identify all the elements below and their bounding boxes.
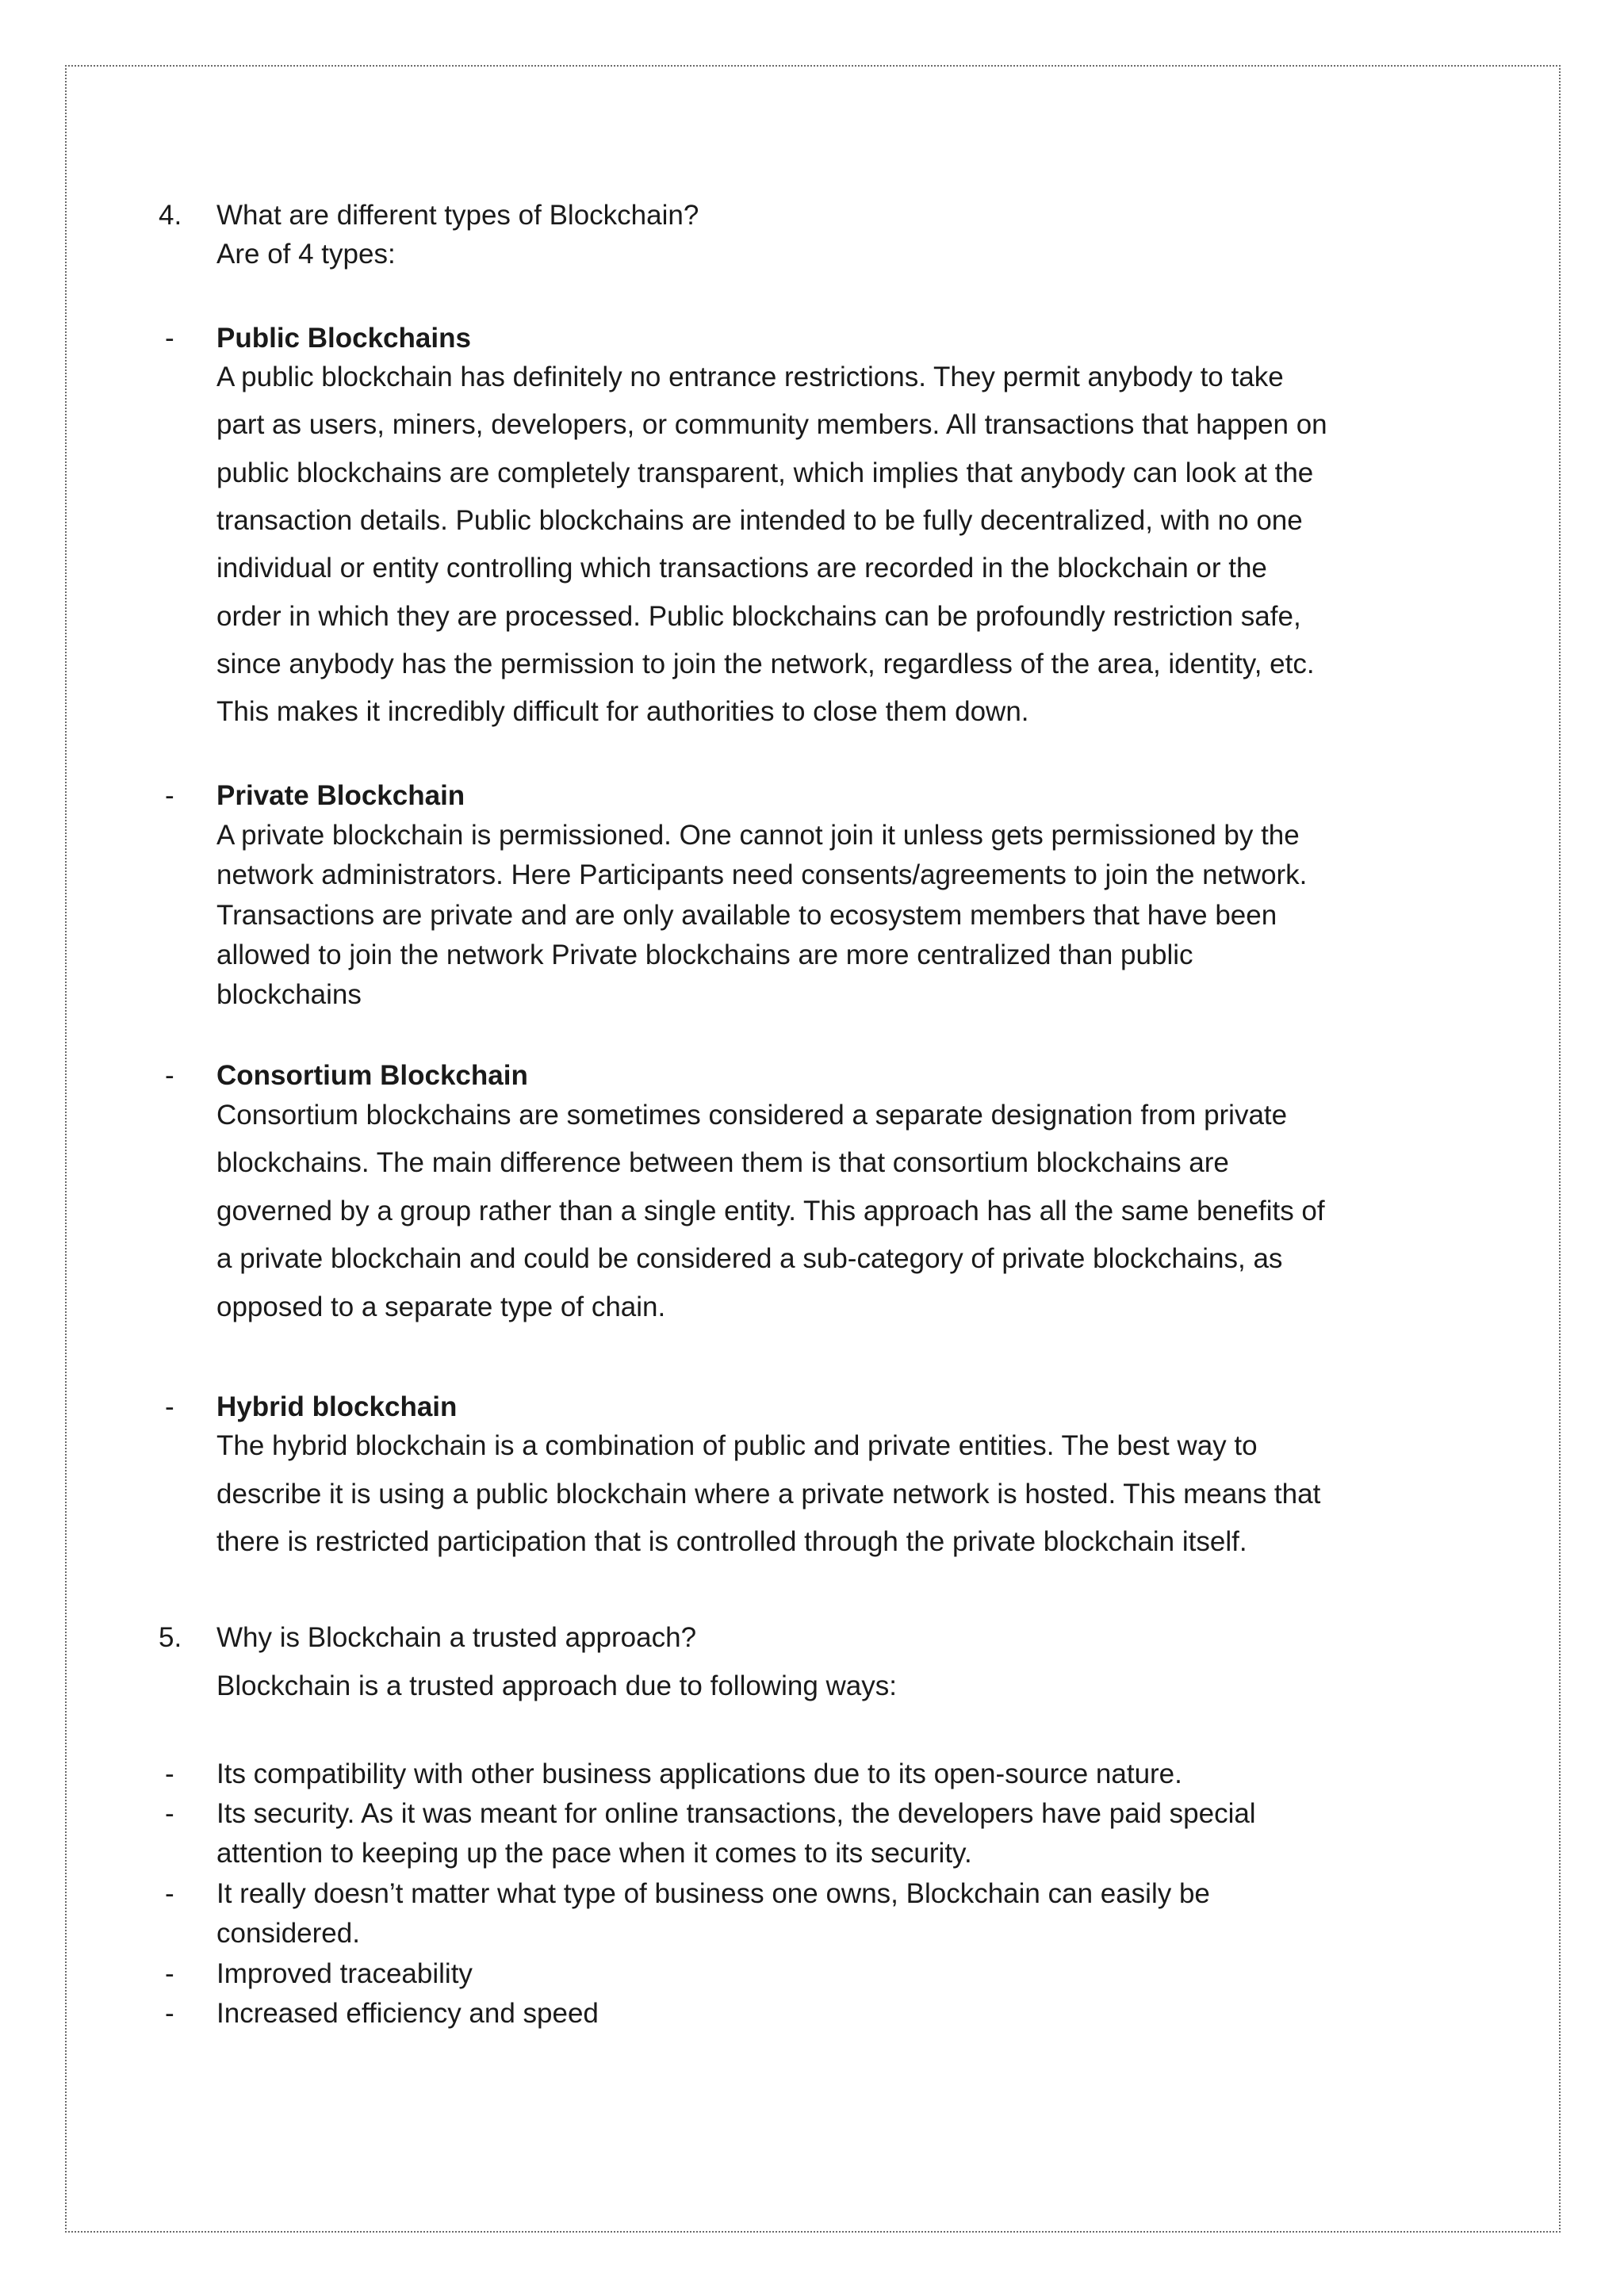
public-line: public blockchains are completely transparent, which implies that anybody can look at the [216, 457, 1314, 488]
private-line: allowed to join the network Private blockchains are more centralized than public [216, 939, 1193, 970]
public-line: individual or entity controlling which transactions are recorded in the blockchain or the [216, 553, 1267, 584]
private-line: network administrators. Here Participants need consents/agreements to join the network. [216, 859, 1308, 890]
private-bullet: - [165, 780, 174, 811]
trust-item-bullet: - [165, 1798, 174, 1829]
public-line: since anybody has the permission to join the network, regardless of the area, identity, etc. [216, 649, 1315, 679]
trust-item: Increased efficiency and speed [216, 1998, 599, 2029]
hybrid-heading: Hybrid blockchain [216, 1391, 458, 1422]
hybrid-line: there is restricted participation that is controlled through the private blockchain itself. [216, 1526, 1247, 1557]
private-heading: Private Blockchain [216, 780, 465, 811]
public-heading: Public Blockchains [216, 323, 471, 354]
public-bullet: - [165, 323, 174, 354]
public-line: part as users, miners, developers, or community members. All transactions that happen on [216, 409, 1327, 440]
trust-item-continued: attention to keeping up the pace when it comes to its security. [216, 1838, 972, 1869]
public-line: order in which they are processed. Public blockchains can be profoundly restriction safe, [216, 601, 1301, 632]
trust-item: It really doesn’t matter what type of business one owns, Blockchain can easily be [216, 1878, 1210, 1909]
hybrid-line: describe it is using a public blockchain where a private network is hosted. This means that [216, 1479, 1321, 1510]
hybrid-bullet: - [165, 1391, 174, 1422]
consortium-line: blockchains. The main difference between them is that consortium blockchains are [216, 1147, 1229, 1178]
question-5-number: 5. [159, 1622, 182, 1653]
trust-item-bullet: - [165, 1998, 174, 2029]
public-line: This makes it incredibly difficult for authorities to close them down. [216, 696, 1029, 727]
question-4-number: 4. [159, 200, 182, 231]
trust-item-bullet: - [165, 1958, 174, 1989]
question-5-title: Why is Blockchain a trusted approach? [216, 1622, 697, 1653]
private-line: A private blockchain is permissioned. One cannot join it unless gets permissioned by the [216, 820, 1300, 851]
trust-item: Its security. As it was meant for online transactions, the developers have paid special [216, 1798, 1256, 1829]
consortium-heading: Consortium Blockchain [216, 1060, 528, 1091]
trust-item: Its compatibility with other business applications due to its open-source nature. [216, 1758, 1182, 1789]
consortium-bullet: - [165, 1060, 174, 1091]
trust-item-continued: considered. [216, 1918, 360, 1949]
trust-item-bullet: - [165, 1878, 174, 1909]
question-4-intro: Are of 4 types: [216, 239, 396, 270]
public-line: transaction details. Public blockchains are intended to be fully decentralized, with no one [216, 505, 1303, 536]
consortium-line: governed by a group rather than a single entity. This approach has all the same benefits of [216, 1196, 1325, 1226]
consortium-line: Consortium blockchains are sometimes considered a separate designation from private [216, 1100, 1288, 1131]
question-4-title: What are different types of Blockchain? [216, 200, 699, 231]
trust-item: Improved traceability [216, 1958, 473, 1989]
consortium-line: a private blockchain and could be considered a sub-category of private blockchains, as [216, 1243, 1283, 1274]
public-line: A public blockchain has definitely no entrance restrictions. They permit anybody to take [216, 362, 1284, 392]
private-line: blockchains [216, 979, 362, 1010]
private-line: Transactions are private and are only available to ecosystem members that have been [216, 900, 1277, 931]
consortium-line: opposed to a separate type of chain. [216, 1292, 666, 1322]
hybrid-line: The hybrid blockchain is a combination of public and private entities. The best way to [216, 1430, 1258, 1461]
trust-item-bullet: - [165, 1758, 174, 1789]
question-5-intro: Blockchain is a trusted approach due to following ways: [216, 1670, 897, 1701]
